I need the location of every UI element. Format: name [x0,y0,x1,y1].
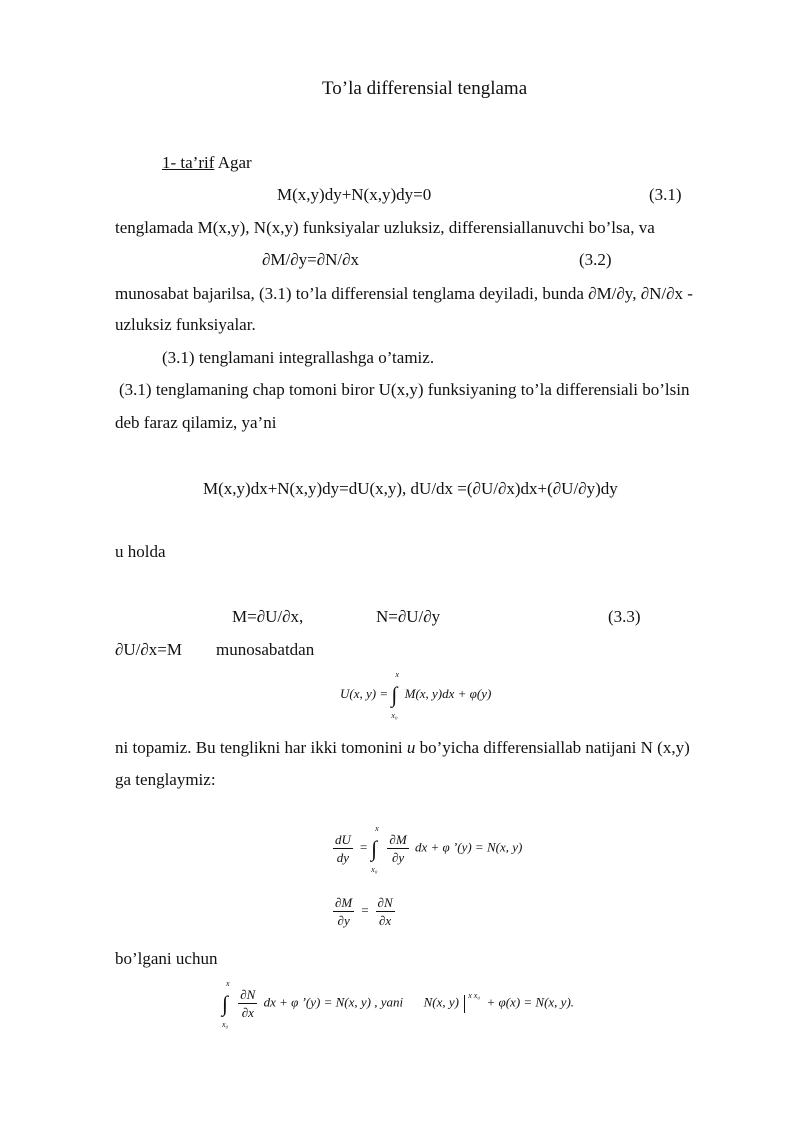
fraction: $\frac{dU}{dy}$ [335,832,351,865]
fraction: $\frac{\partial M}{\partial y}$ [335,895,353,928]
equals-sign: = [359,839,368,855]
equation-3-3-right: N=∂U/∂y [376,607,441,626]
equation-3-1-number: (3.1) [649,185,682,204]
equals-sign: = [360,902,370,918]
evaluation-bar: x x₀ [464,995,481,1013]
relation: ∂U/∂x=M [115,640,183,659]
text-line: deb faraz qilamiz, ya’ni [115,413,277,432]
integral-sign: ∫ x x₀ [391,670,399,720]
text-line: bo’lgani uchun [115,949,218,968]
text-line: (3.1) tenglamaning chap tomoni biror U(x,y) funksiyaning to’la differensiali bo’lsin [119,380,690,399]
equation-3-3-number: (3.3) [608,607,641,626]
text-line: u holda [115,542,166,561]
integral-sign: ∫ x x₀ [371,823,379,874]
formula-final [222,978,575,1029]
text-segment: ni topamiz. Bu tenglikni har ikki tomonini [115,738,407,757]
equation-3-1: M(x,y)dy+N(x,y)dy=0 [277,185,432,204]
equation-3-2-number: (3.2) [579,250,612,269]
text-line [115,737,690,759]
page-title: To’la differensial tenglama [322,78,528,99]
integral-sign: ∫ x x₀ [222,978,230,1029]
text-variable-u: u [406,738,416,757]
equation-total-differential: M(x,y)dx+N(x,y)dy=dU(x,y), dU/dx =(∂U/∂x)dx+(∂U/∂y)dy [203,479,618,498]
fraction: $\frac{\partial N}{\partial x}$ [377,895,393,928]
definition-intro-text: Agar [214,153,252,172]
definition-intro [162,152,252,174]
formula-lhs2: N(x, y) [423,994,459,1010]
formula-u-integral [340,670,492,720]
text-line [115,639,314,661]
fraction: $\frac{\partial N}{\partial x}$ [240,987,256,1020]
formula-du-dy [330,823,523,874]
text-line: munosabat bajarilsa, (3.1) to’la differensial tenglama deyiladi, bunda ∂M/∂y, ∂N/∂x - [115,284,693,303]
text-line: ga tenglaymiz: [115,770,216,789]
integral-upper: x [395,670,399,679]
formula-lhs: U(x, y) = [340,685,389,701]
definition-label: 1- ta’rif [162,153,215,172]
integral-lower: x₀ [391,711,398,720]
text-segment: bo’yicha differensiallab natijani N (x,y) [415,738,690,757]
relation-text: munosabatdan [216,640,315,659]
formula-rhs2: + φ(x) = N(x, y). [486,994,575,1010]
text-line: uzluksiz funksiyalar. [115,315,256,334]
equation-3-3-left: M=∂U/∂x, [232,607,304,626]
formula-middle: dx + φ ’(y) = N(x, y) , yani [263,994,404,1010]
formula-partial-equality [330,895,398,928]
formula-rhs: M(x, y)dx + φ(y) [404,685,492,701]
text-line: (3.1) tenglamani integrallashga o’tamiz. [162,348,435,367]
equation-3-2: ∂M/∂y=∂N/∂x [262,250,360,269]
formula-rhs: dx + φ ’(y) = N(x, y) [414,839,523,855]
text-line: tenglamada M(x,y), N(x,y) funksiyalar uzluksiz, differensiallanuvchi bo’lsa, va [115,218,655,237]
fraction: $\frac{\partial M}{\partial y}$ [389,832,407,865]
